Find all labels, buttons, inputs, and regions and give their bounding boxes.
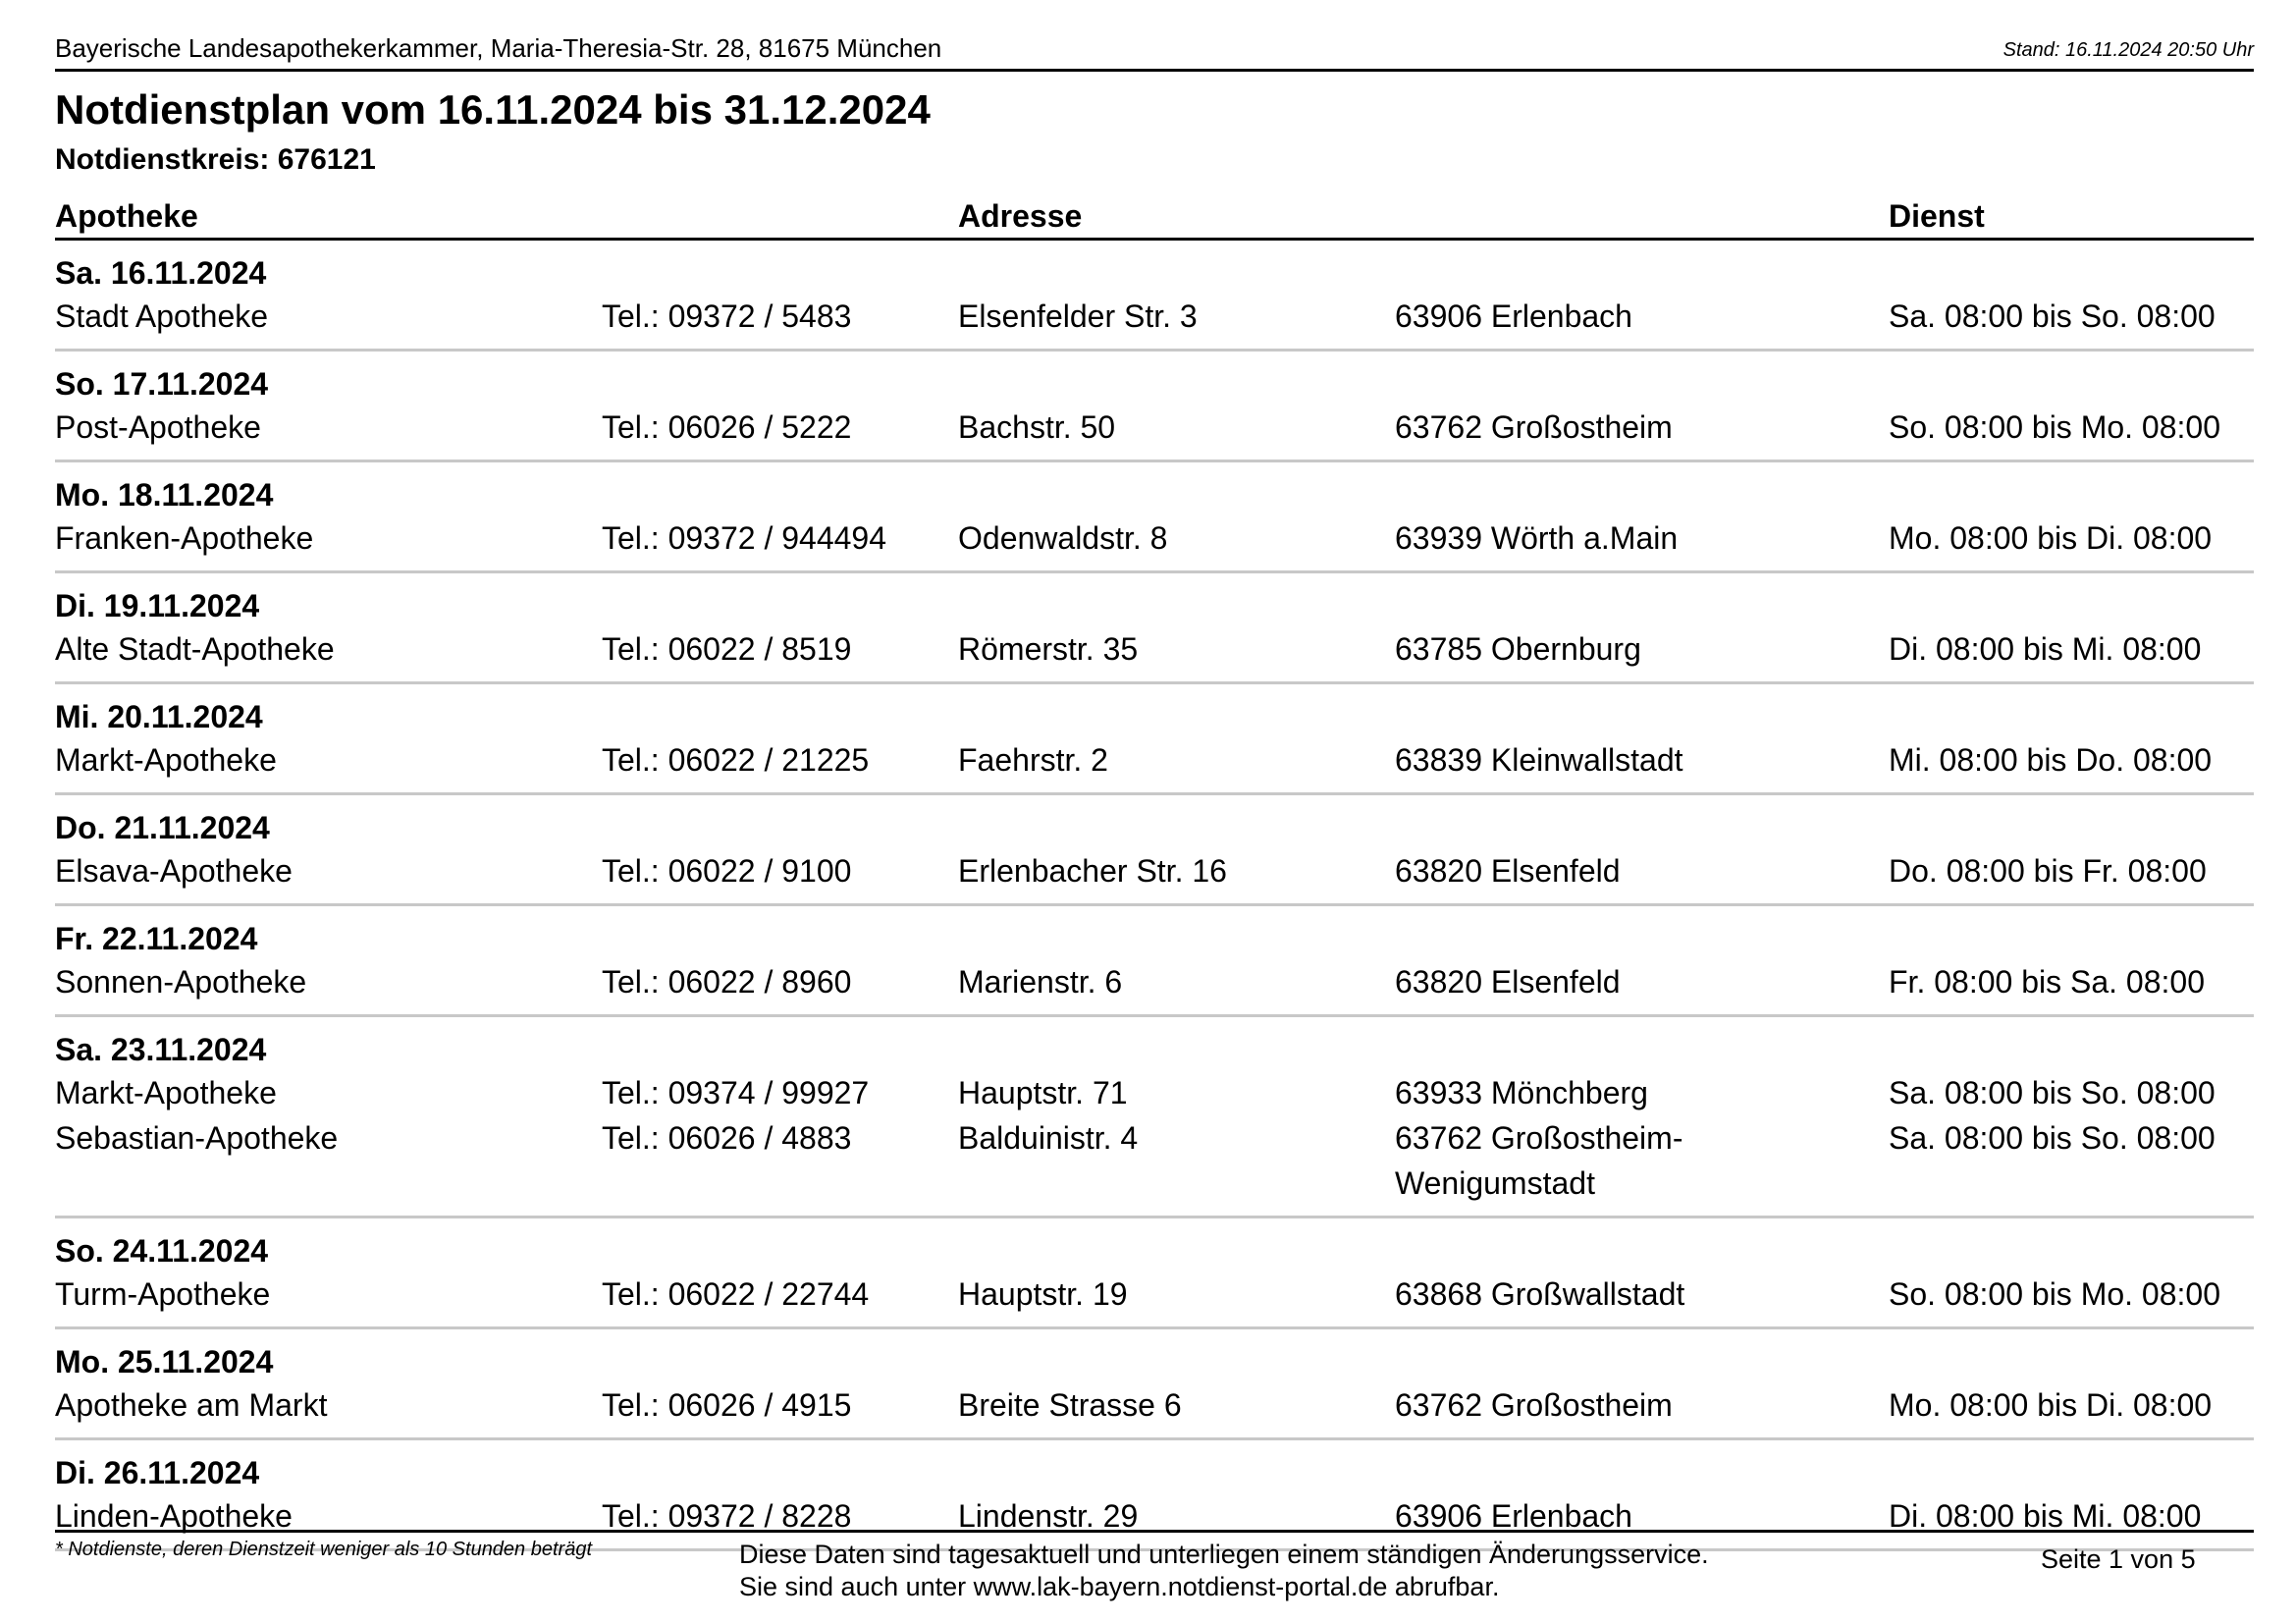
day-block — [55, 462, 2254, 573]
day-date: Di. 19.11.2024 — [55, 588, 260, 623]
pharmacy-name: Apotheke am Markt — [55, 1387, 328, 1423]
pharmacy-row — [55, 515, 2254, 561]
day-date: Mi. 20.11.2024 — [55, 699, 263, 734]
pharmacy-city: 63762 Großostheim — [1395, 1387, 1673, 1423]
document-title: Notdienstplan vom 16.11.2024 bis 31.12.2024 — [55, 86, 931, 133]
pharmacy-street: Marienstr. 6 — [958, 964, 1123, 1000]
pharmacy-name: Franken-Apotheke — [55, 520, 314, 556]
column-header-adresse: Adresse — [958, 198, 1083, 234]
pharmacy-row — [55, 294, 2254, 339]
pharmacy-row — [55, 626, 2254, 672]
page-footer — [55, 1530, 2254, 1611]
pharmacy-phone: Tel.: 06022 / 9100 — [602, 853, 852, 889]
pharmacy-city: 63785 Obernburg — [1395, 631, 1641, 667]
service-time: So. 08:00 bis Mo. 08:00 — [1889, 1276, 2220, 1312]
pharmacy-phone: Tel.: 09374 / 99927 — [602, 1075, 870, 1110]
pharmacy-city: 63820 Elsenfeld — [1395, 853, 1621, 889]
pharmacy-street: Erlenbacher Str. 16 — [958, 853, 1227, 889]
pharmacy-city: 63820 Elsenfeld — [1395, 964, 1621, 1000]
pharmacy-street: Breite Strasse 6 — [958, 1387, 1182, 1423]
day-date: Mo. 25.11.2024 — [55, 1344, 274, 1380]
footer-info-line: Sie sind auch unter www.lak-bayern.notdienst-portal.de abrufbar. — [739, 1572, 1500, 1601]
service-time: Di. 08:00 bis Mi. 08:00 — [1889, 1498, 2202, 1534]
document-subtitle: Notdienstkreis: 676121 — [55, 143, 376, 176]
pharmacy-row — [55, 848, 2254, 893]
service-time: Sa. 08:00 bis So. 08:00 — [1889, 298, 2216, 334]
day-date: Di. 26.11.2024 — [55, 1455, 260, 1490]
pharmacy-city: 63762 Großostheim — [1395, 409, 1673, 445]
column-header-row — [55, 194, 2254, 241]
pharmacy-row — [55, 1070, 2254, 1115]
pharmacy-city: 63839 Kleinwallstadt — [1395, 742, 1683, 778]
day-date: Do. 21.11.2024 — [55, 810, 270, 845]
pharmacy-city: 63906 Erlenbach — [1395, 1498, 1632, 1534]
pharmacy-city: 63906 Erlenbach — [1395, 298, 1632, 334]
pharmacy-name: Sonnen-Apotheke — [55, 964, 307, 1000]
pharmacy-street: Hauptstr. 19 — [958, 1276, 1128, 1312]
day-date: So. 17.11.2024 — [55, 366, 269, 402]
pharmacy-city: 63762 Großostheim-Wenigumstadt — [1395, 1120, 1683, 1201]
pharmacy-name: Post-Apotheke — [55, 409, 261, 445]
pharmacy-street: Balduinistr. 4 — [958, 1120, 1139, 1156]
schedule-list — [55, 241, 2254, 1551]
day-date: Fr. 22.11.2024 — [55, 921, 258, 956]
pharmacy-row — [55, 1115, 2254, 1206]
stand-timestamp: Stand: 16.11.2024 20:50 Uhr — [2002, 39, 2254, 61]
pharmacy-street: Hauptstr. 71 — [958, 1075, 1128, 1110]
pharmacy-street: Elsenfelder Str. 3 — [958, 298, 1198, 334]
pharmacy-city: 63868 Großwallstadt — [1395, 1276, 1685, 1312]
service-time: Mo. 08:00 bis Di. 08:00 — [1889, 1387, 2213, 1423]
pharmacy-row — [55, 405, 2254, 450]
pharmacy-row — [55, 959, 2254, 1004]
column-header-dienst: Dienst — [1889, 198, 1985, 234]
service-time: Di. 08:00 bis Mi. 08:00 — [1889, 631, 2202, 667]
day-block — [55, 352, 2254, 462]
service-time: So. 08:00 bis Mo. 08:00 — [1889, 409, 2220, 445]
page-header — [55, 27, 2254, 72]
pharmacy-phone: Tel.: 09372 / 5483 — [602, 298, 852, 334]
day-date: Mo. 18.11.2024 — [55, 477, 274, 513]
day-date: Sa. 23.11.2024 — [55, 1032, 267, 1067]
pharmacy-name: Markt-Apotheke — [55, 742, 277, 778]
pharmacy-phone: Tel.: 06022 / 8519 — [602, 631, 852, 667]
document-page — [55, 0, 2254, 1623]
day-date: Sa. 16.11.2024 — [55, 255, 267, 291]
pharmacy-name: Sebastian-Apotheke — [55, 1120, 339, 1156]
pharmacy-street: Lindenstr. 29 — [958, 1498, 1139, 1534]
pharmacy-phone: Tel.: 06026 / 4915 — [602, 1387, 852, 1423]
pharmacy-name: Markt-Apotheke — [55, 1075, 277, 1110]
day-date: So. 24.11.2024 — [55, 1233, 269, 1269]
pharmacy-name: Linden-Apotheke — [55, 1498, 293, 1534]
service-time: Sa. 08:00 bis So. 08:00 — [1889, 1075, 2216, 1110]
day-block — [55, 1329, 2254, 1440]
pharmacy-phone: Tel.: 09372 / 944494 — [602, 520, 887, 556]
column-header-apotheke: Apotheke — [55, 198, 198, 234]
organization-address: Bayerische Landesapothekerkammer, Maria-Theresia-Str. 28, 81675 München — [55, 33, 942, 63]
footer-info — [739, 1539, 1709, 1603]
day-block — [55, 795, 2254, 906]
pharmacy-street: Bachstr. 50 — [958, 409, 1116, 445]
pharmacy-name: Turm-Apotheke — [55, 1276, 271, 1312]
day-block — [55, 906, 2254, 1017]
pharmacy-street: Faehrstr. 2 — [958, 742, 1108, 778]
pharmacy-phone: Tel.: 06026 / 4883 — [602, 1120, 852, 1156]
pharmacy-name: Stadt Apotheke — [55, 298, 269, 334]
service-time: Mi. 08:00 bis Do. 08:00 — [1889, 742, 2213, 778]
service-time: Fr. 08:00 bis Sa. 08:00 — [1889, 964, 2205, 1000]
service-time: Sa. 08:00 bis So. 08:00 — [1889, 1120, 2216, 1156]
pharmacy-street: Römerstr. 35 — [958, 631, 1139, 667]
pharmacy-phone: Tel.: 06026 / 5222 — [602, 409, 852, 445]
pharmacy-row — [55, 1382, 2254, 1428]
day-block — [55, 1218, 2254, 1329]
pharmacy-phone: Tel.: 09372 / 8228 — [602, 1498, 852, 1534]
page-number: Seite 1 von 5 — [2041, 1544, 2196, 1574]
day-block — [55, 684, 2254, 795]
pharmacy-street: Odenwaldstr. 8 — [958, 520, 1168, 556]
footer-info-line: Diese Daten sind tagesaktuell und unterliegen einem ständigen Änderungsservice. — [739, 1540, 1709, 1569]
pharmacy-phone: Tel.: 06022 / 21225 — [602, 742, 870, 778]
pharmacy-city: 63933 Mönchberg — [1395, 1075, 1648, 1110]
pharmacy-phone: Tel.: 06022 / 22744 — [602, 1276, 870, 1312]
pharmacy-name: Elsava-Apotheke — [55, 853, 293, 889]
day-block — [55, 1017, 2254, 1218]
pharmacy-row — [55, 1271, 2254, 1317]
footnote: * Notdienste, deren Dienstzeit weniger als 10 Stunden beträgt — [55, 1539, 593, 1560]
service-time: Mo. 08:00 bis Di. 08:00 — [1889, 520, 2213, 556]
pharmacy-name: Alte Stadt-Apotheke — [55, 631, 335, 667]
day-block — [55, 573, 2254, 684]
pharmacy-city: 63939 Wörth a.Main — [1395, 520, 1679, 556]
service-time: Do. 08:00 bis Fr. 08:00 — [1889, 853, 2207, 889]
pharmacy-phone: Tel.: 06022 / 8960 — [602, 964, 852, 1000]
day-block — [55, 241, 2254, 352]
pharmacy-row — [55, 737, 2254, 783]
